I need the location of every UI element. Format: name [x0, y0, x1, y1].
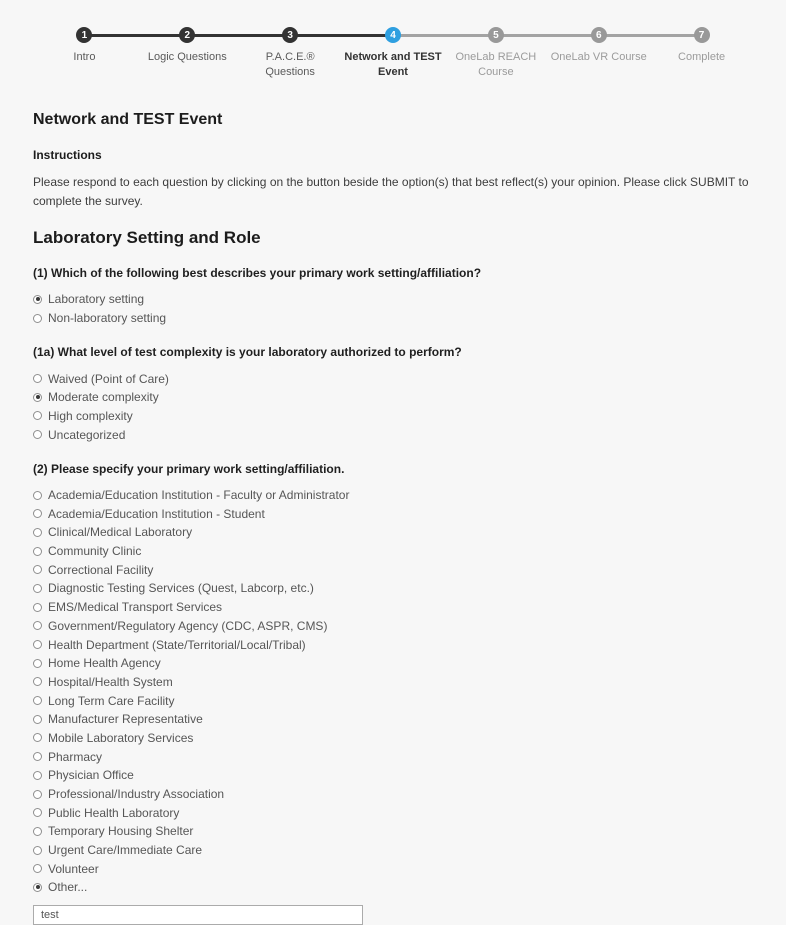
radio-option-label: Government/Regulatory Agency (CDC, ASPR, CMS)	[48, 618, 328, 633]
radio-option-label: Diagnostic Testing Services (Quest, Labcorp, etc.)	[48, 581, 314, 596]
step-label: OneLab REACH Course	[455, 51, 537, 78]
radio-unselected-icon[interactable]	[33, 864, 42, 873]
question-prompt: (1a) What level of test complexity is your laboratory authorized to perform?	[33, 345, 462, 360]
step-circle-icon: 5	[488, 27, 504, 43]
page-title: Network and TEST Event	[33, 111, 223, 128]
radio-option-label: EMS/Medical Transport Services	[48, 600, 223, 615]
step-label: Logic Questions	[147, 51, 227, 63]
survey-page	[0, 13, 786, 925]
radio-option-label: Hospital/Health System	[48, 674, 173, 689]
radio-option-label: Correctional Facility	[48, 562, 154, 577]
radio-option[interactable]	[33, 729, 753, 748]
stepper-step-4	[342, 13, 445, 85]
radio-option[interactable]	[33, 747, 753, 766]
radio-option[interactable]	[33, 407, 753, 426]
radio-unselected-icon[interactable]	[33, 677, 42, 686]
radio-option-label: Uncategorized	[48, 427, 126, 442]
radio-unselected-icon[interactable]	[33, 491, 42, 500]
radio-unselected-icon[interactable]	[33, 430, 42, 439]
radio-option-label: Mobile Laboratory Services	[48, 730, 194, 745]
radio-option[interactable]	[33, 369, 753, 388]
radio-unselected-icon[interactable]	[33, 733, 42, 742]
radio-option-label: Home Health Agency	[48, 656, 161, 671]
stepper-step-7	[650, 13, 753, 85]
step-label: Network and TEST Event	[344, 51, 442, 78]
radio-option-label: Public Health Laboratory	[48, 805, 180, 820]
radio-option[interactable]	[33, 710, 753, 729]
radio-option[interactable]	[33, 542, 753, 561]
radio-option[interactable]	[33, 617, 753, 636]
radio-unselected-icon[interactable]	[33, 715, 42, 724]
radio-option-label: Urgent Care/Immediate Care	[48, 843, 203, 858]
radio-selected-icon[interactable]	[33, 295, 42, 304]
radio-option-label: High complexity	[48, 408, 133, 423]
radio-unselected-icon[interactable]	[33, 752, 42, 761]
radio-option[interactable]	[33, 803, 753, 822]
radio-unselected-icon[interactable]	[33, 659, 42, 668]
radio-option[interactable]	[33, 388, 753, 407]
radio-unselected-icon[interactable]	[33, 846, 42, 855]
stepper-step-3	[239, 13, 342, 85]
radio-unselected-icon[interactable]	[33, 547, 42, 556]
radio-unselected-icon[interactable]	[33, 584, 42, 593]
radio-option-label: Temporary Housing Shelter	[48, 824, 194, 839]
radio-unselected-icon[interactable]	[33, 528, 42, 537]
radio-option[interactable]	[33, 486, 753, 505]
step-label: OneLab VR Course	[550, 51, 647, 63]
radio-option-label: Health Department (State/Territorial/Local/Tribal)	[48, 637, 306, 652]
questions-container	[33, 265, 753, 897]
step-circle-icon: 4	[385, 27, 401, 43]
stepper-step-6	[547, 13, 650, 85]
stepper-step-1	[33, 13, 136, 85]
radio-selected-icon[interactable]	[33, 883, 42, 892]
instructions-heading: Instructions	[33, 148, 102, 162]
radio-option[interactable]	[33, 560, 753, 579]
step-circle-icon: 6	[591, 27, 607, 43]
radio-option-label: Laboratory setting	[48, 292, 145, 307]
radio-option-label: Pharmacy	[48, 749, 103, 764]
radio-unselected-icon[interactable]	[33, 827, 42, 836]
radio-unselected-icon[interactable]	[33, 790, 42, 799]
stepper-step-2	[136, 13, 239, 85]
question-block	[33, 461, 753, 897]
stepper-step-5	[444, 13, 547, 85]
radio-selected-icon[interactable]	[33, 393, 42, 402]
radio-option[interactable]	[33, 579, 753, 598]
radio-option-label: Clinical/Medical Laboratory	[48, 525, 193, 540]
radio-option[interactable]	[33, 598, 753, 617]
radio-option-label: Academia/Education Institution - Student	[48, 506, 265, 521]
step-label: P.A.C.E.® Questions	[265, 51, 315, 78]
stepper-connector	[84, 34, 135, 37]
radio-option[interactable]	[33, 654, 753, 673]
radio-option[interactable]	[33, 673, 753, 692]
radio-unselected-icon[interactable]	[33, 808, 42, 817]
radio-option[interactable]	[33, 822, 753, 841]
step-label: Complete	[678, 51, 726, 63]
question-prompt: (2) Please specify your primary work setting/affiliation.	[33, 461, 345, 476]
radio-option-label: Moderate complexity	[48, 390, 159, 405]
radio-option[interactable]	[33, 425, 753, 444]
radio-option-label: Community Clinic	[48, 544, 142, 559]
radio-option-label: Manufacturer Representative	[48, 712, 203, 727]
step-circle-icon: 7	[694, 27, 710, 43]
radio-option[interactable]	[33, 785, 753, 804]
radio-option[interactable]	[33, 766, 753, 785]
radio-unselected-icon[interactable]	[33, 640, 42, 649]
step-label: Intro	[73, 51, 96, 63]
radio-option[interactable]	[33, 504, 753, 523]
radio-option-label: Academia/Education Institution - Faculty or Administrator	[48, 488, 350, 503]
radio-unselected-icon[interactable]	[33, 603, 42, 612]
radio-option[interactable]	[33, 859, 753, 878]
progress-stepper	[33, 13, 753, 85]
radio-option[interactable]	[33, 691, 753, 710]
radio-unselected-icon[interactable]	[33, 621, 42, 630]
radio-unselected-icon[interactable]	[33, 314, 42, 323]
radio-option[interactable]	[33, 523, 753, 542]
radio-option-label: Professional/Industry Association	[48, 787, 225, 802]
radio-unselected-icon[interactable]	[33, 411, 42, 420]
question-block	[33, 344, 753, 444]
instructions-text: Please respond to each question by clicking on the button beside the option(s) that best reflect(s) your opinion. Please click SUBMIT to complete the survey.	[33, 175, 749, 208]
radio-option[interactable]	[33, 878, 753, 897]
step-circle-icon[interactable]: 1	[76, 27, 92, 43]
other-specify-input[interactable]	[33, 905, 363, 925]
radio-option[interactable]	[33, 290, 753, 309]
radio-option[interactable]	[33, 309, 753, 328]
step-circle-icon[interactable]: 3	[282, 27, 298, 43]
radio-option-label: Physician Office	[48, 768, 134, 783]
radio-unselected-icon[interactable]	[33, 509, 42, 518]
radio-option-label: Other...	[48, 880, 88, 895]
radio-option-label: Non-laboratory setting	[48, 311, 167, 326]
question-block	[33, 265, 753, 327]
section-title: Laboratory Setting and Role	[33, 228, 261, 248]
question-prompt: (1) Which of the following best describes your primary work setting/affiliation?	[33, 266, 482, 281]
radio-option-label: Waived (Point of Care)	[48, 371, 169, 386]
radio-option[interactable]	[33, 841, 753, 860]
radio-unselected-icon[interactable]	[33, 565, 42, 574]
radio-option[interactable]	[33, 635, 753, 654]
radio-unselected-icon[interactable]	[33, 374, 42, 383]
radio-option-label: Long Term Care Facility	[48, 693, 175, 708]
radio-unselected-icon[interactable]	[33, 696, 42, 705]
step-circle-icon[interactable]: 2	[179, 27, 195, 43]
radio-option-label: Volunteer	[48, 861, 99, 876]
radio-unselected-icon[interactable]	[33, 771, 42, 780]
